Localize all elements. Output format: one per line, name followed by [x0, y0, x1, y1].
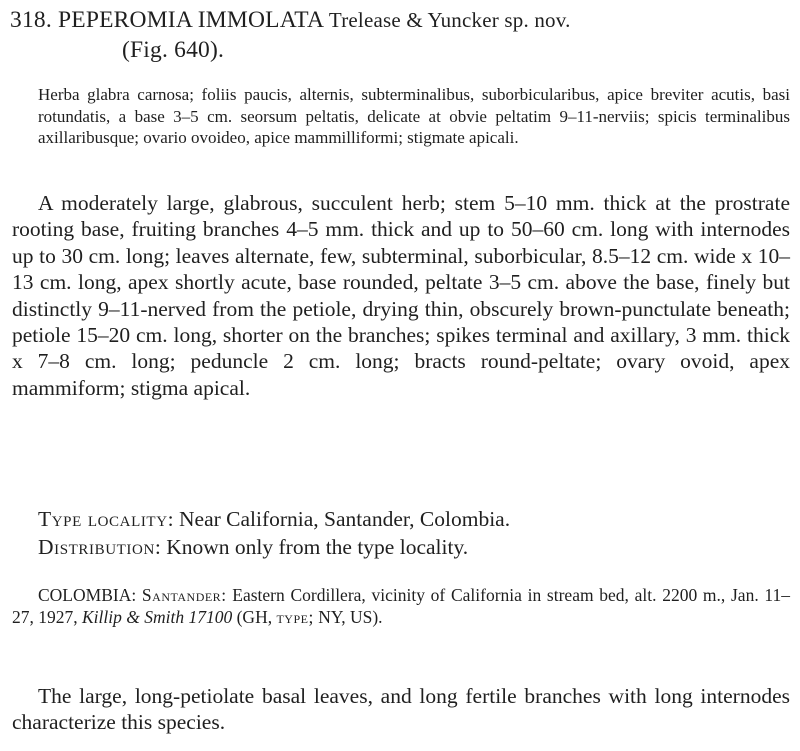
specimen-herbaria-open: (GH,: [236, 606, 273, 627]
species-heading: [10, 5, 790, 65]
species-description: [12, 190, 790, 401]
note-text: The large, long-petiolate basal leaves, and long fertile branches with long internodes characterize this species.: [12, 684, 790, 735]
diagnostic-note: [12, 683, 790, 736]
specimen-locality: Eastern Cordillera, vicinity of California in stream bed, alt. 2200 m., Jan. 11–27, 1927,: [12, 585, 791, 627]
specimen-citation: [12, 585, 790, 628]
species-name: PEPEROMIA IMMOLATA: [58, 7, 323, 33]
latin-diagnosis: Herba glabra carnosa; foliis paucis, alternis, subterminalibus, suborbicularibus, apice breviter acutis, basi rotundatis, a base 3–5 cm. seorsum peltatis, delicate at obvie peltatim 9–11-nerviis; spicis terminalibus axillaribusque; ovario ovoideo, apice mammilliformi; stigmate apicali.: [38, 85, 790, 148]
specimen-collector: Killip & Smith 17100: [82, 606, 233, 627]
specimen-country: COLOMBIA:: [38, 585, 137, 605]
type-locality-value: Near California, Santander, Colombia.: [179, 507, 511, 531]
type-locality: Type locality: Near California, Santander, Colombia.: [38, 507, 511, 531]
distribution-label: Distribution: [38, 535, 155, 559]
species-authors: Trelease & Yuncker sp. nov.: [328, 8, 571, 32]
type-locality-label: Type locality: [38, 507, 168, 531]
distribution: Distribution: Known only from the type locality.: [38, 535, 469, 559]
figure-reference: (Fig. 640).: [122, 37, 225, 63]
species-number: 318.: [10, 7, 52, 33]
specimen-herbaria-rest: NY, US).: [318, 606, 383, 627]
specimen-type-label: type;: [276, 606, 314, 627]
distribution-value: Known only from the type locality.: [166, 535, 469, 559]
description-text: A moderately large, glabrous, succulent herb; stem 5–10 mm. thick at the prostrate rooting base, fruiting branches 4–5 mm. thick and up to 50–60 cm. long with internodes up to 30 cm. long; leaves alternate, few, subterminal, suborbicular, 8.5–12 cm. wide x 10–13 cm. long, apex shortly acute, base rounded, peltate 3–5 cm. above the base, finely but distinctly 9–11-nerved from the petiole, drying thin, obscurely brown-punctulate beneath; petiole 15–20 cm. long, shorter on the branches; spikes terminal and axillary, 3 mm. thick x 7–8 cm. long; peduncle 2 cm. long; bracts round-peltate; ovary ovoid, apex mammiform; stigma apical.: [12, 191, 790, 400]
specimen-department: Santander:: [141, 585, 227, 605]
